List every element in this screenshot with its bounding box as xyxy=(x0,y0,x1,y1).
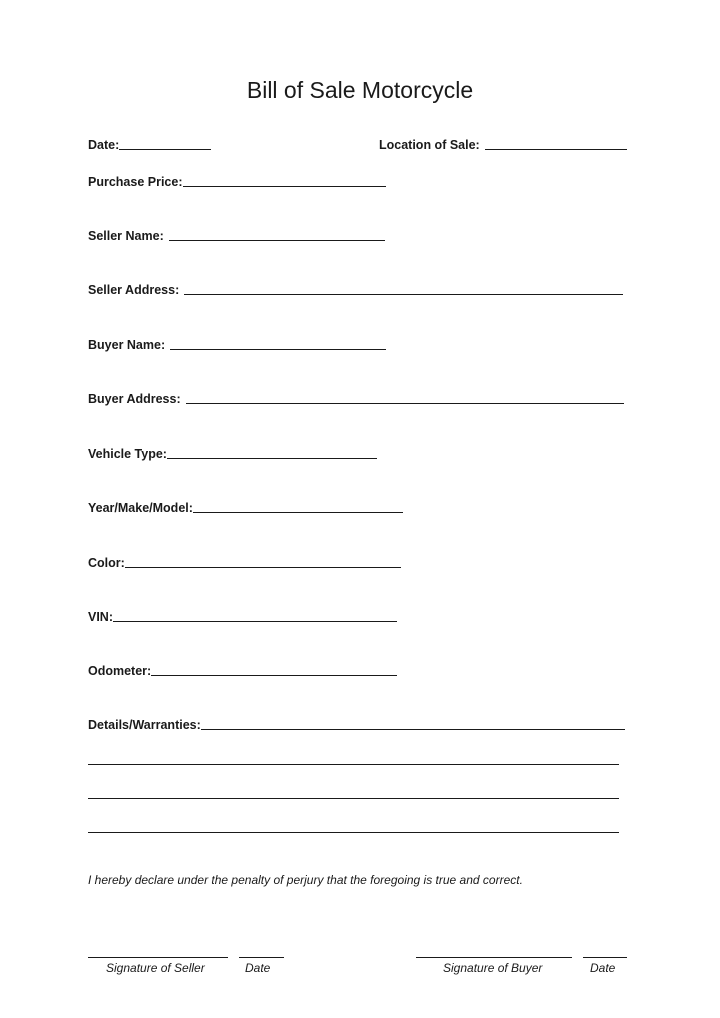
vehicle-type-field xyxy=(88,443,377,461)
seller-date-label: Date xyxy=(245,961,271,975)
seller-name-input-line[interactable] xyxy=(169,240,385,241)
vin-label: VIN: xyxy=(88,610,113,624)
seller-address-input-line[interactable] xyxy=(184,294,623,295)
details-extra-line-2[interactable] xyxy=(88,798,619,799)
document-title: Bill of Sale Motorcycle xyxy=(246,77,474,103)
details-warranties-label: Details/Warranties: xyxy=(88,718,201,732)
buyer-name-input-line[interactable] xyxy=(170,349,386,350)
color-input-line[interactable] xyxy=(125,567,401,568)
odometer-field xyxy=(88,660,397,678)
year-make-model-field xyxy=(88,497,403,515)
date-label: Date: xyxy=(88,138,120,152)
seller-name-field xyxy=(88,225,385,243)
vin-field xyxy=(88,606,397,624)
purchase-price-field xyxy=(88,171,386,189)
odometer-input-line[interactable] xyxy=(151,675,397,676)
perjury-declaration: I hereby declare under the penalty of perjury that the foregoing is true and correct. xyxy=(88,873,523,887)
buyer-signature-line[interactable] xyxy=(416,957,572,958)
location-of-sale-label: Location of Sale: xyxy=(379,138,480,152)
buyer-date-label: Date xyxy=(590,961,616,975)
seller-name-label: Seller Name: xyxy=(88,229,164,243)
color-field xyxy=(88,552,401,570)
seller-signature-line[interactable] xyxy=(88,957,228,958)
buyer-signature-label: Signature of Buyer xyxy=(443,961,543,975)
seller-address-field xyxy=(88,279,623,297)
purchase-price-input-line[interactable] xyxy=(183,186,386,187)
odometer-label: Odometer: xyxy=(88,664,152,678)
vehicle-type-label: Vehicle Type: xyxy=(88,447,167,461)
vehicle-type-input-line[interactable] xyxy=(167,458,377,459)
year-make-model-label: Year/Make/Model: xyxy=(88,501,193,515)
buyer-address-label: Buyer Address: xyxy=(88,392,181,406)
buyer-name-label: Buyer Name: xyxy=(88,338,166,352)
vin-input-line[interactable] xyxy=(113,621,397,622)
details-warranties-input-line[interactable] xyxy=(201,729,625,730)
seller-signature-label: Signature of Seller xyxy=(106,961,205,975)
color-label: Color: xyxy=(88,556,125,570)
details-extra-line-1[interactable] xyxy=(88,764,619,765)
buyer-address-input-line[interactable] xyxy=(186,403,624,404)
buyer-date-line[interactable] xyxy=(583,957,627,958)
buyer-name-field xyxy=(88,334,386,352)
seller-date-line[interactable] xyxy=(239,957,284,958)
location-of-sale-input-line[interactable] xyxy=(485,149,627,150)
details-extra-line-3[interactable] xyxy=(88,832,619,833)
seller-address-label: Seller Address: xyxy=(88,283,180,297)
date-field xyxy=(88,134,211,152)
date-input-line[interactable] xyxy=(119,149,211,150)
details-warranties-field xyxy=(88,714,625,732)
purchase-price-label: Purchase Price: xyxy=(88,175,183,189)
buyer-address-field xyxy=(88,388,624,406)
location-of-sale-field xyxy=(379,134,627,152)
year-make-model-input-line[interactable] xyxy=(193,512,403,513)
